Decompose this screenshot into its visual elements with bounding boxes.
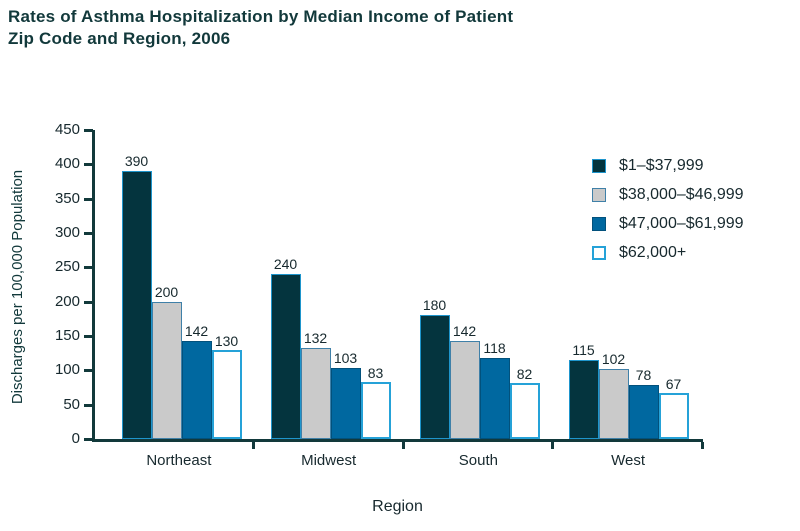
chart-title xyxy=(8,6,513,50)
bar xyxy=(331,350,361,439)
bar-value-label: 130 xyxy=(214,333,239,349)
y-tick-mark xyxy=(84,404,93,407)
x-category-label: West xyxy=(611,452,646,469)
x-tick-mark xyxy=(252,442,255,449)
legend-item xyxy=(592,151,744,180)
x-category-label: Northeast xyxy=(146,452,212,469)
bar xyxy=(212,333,242,439)
legend-swatch-income-2 xyxy=(592,188,606,202)
y-tick-mark xyxy=(84,301,93,304)
bar-value-label: 67 xyxy=(665,376,682,392)
x-category-label: South xyxy=(458,452,498,469)
legend-label: $47,000–$61,999 xyxy=(619,214,744,232)
legend xyxy=(592,151,744,267)
bar xyxy=(271,256,301,439)
bar xyxy=(599,351,629,439)
bar xyxy=(361,365,391,439)
y-axis-title: Discharges per 100,000 Population xyxy=(9,169,26,405)
bar-value-label: 102 xyxy=(601,351,626,367)
x-tick-mark xyxy=(402,442,405,449)
legend-label: $62,000+ xyxy=(619,243,687,261)
bar-group-south xyxy=(405,130,554,439)
y-tick-label: 400 xyxy=(54,155,80,173)
bar xyxy=(152,284,182,439)
chart-title-line1: Rates of Asthma Hospitalization by Median Income of Patient xyxy=(8,7,514,26)
y-tick-label: 200 xyxy=(54,292,80,310)
x-tick-mark xyxy=(701,442,704,449)
bar xyxy=(301,330,331,439)
bar xyxy=(450,323,480,439)
y-tick-mark xyxy=(84,335,93,338)
bar-group-northeast xyxy=(107,130,256,439)
bar-value-label: 78 xyxy=(635,367,652,383)
bar xyxy=(569,342,599,439)
legend-label: $38,000–$46,999 xyxy=(619,185,744,203)
legend-item xyxy=(592,209,744,238)
y-tick-label: 300 xyxy=(54,224,80,241)
chart-title-line2: Zip Code and Region, 2006 xyxy=(8,29,231,48)
y-tick-mark xyxy=(84,163,93,166)
y-tick-label: 350 xyxy=(54,189,80,207)
bar xyxy=(182,323,212,439)
bar-value-label: 142 xyxy=(184,323,209,339)
bar-value-label: 83 xyxy=(367,365,384,381)
bar-value-label: 200 xyxy=(154,284,179,300)
y-tick-label: 150 xyxy=(54,327,80,344)
legend-item xyxy=(592,238,744,267)
bar-value-label: 103 xyxy=(333,350,358,366)
bar xyxy=(510,366,540,439)
bar xyxy=(659,376,689,439)
y-tick-label: 450 xyxy=(54,121,80,138)
x-category-label: Midwest xyxy=(301,452,357,469)
legend-item xyxy=(592,180,744,209)
y-tick-label: 100 xyxy=(54,361,80,379)
y-tick-label: 50 xyxy=(63,395,80,413)
x-category-labels xyxy=(104,452,703,469)
bar xyxy=(480,340,510,439)
bar-group-midwest xyxy=(256,130,405,439)
x-axis-title: Region xyxy=(372,498,423,515)
y-tick-mark xyxy=(84,232,93,235)
y-tick-mark xyxy=(84,198,93,201)
x-tick-mark xyxy=(551,442,554,449)
legend-swatch-income-1 xyxy=(592,159,606,173)
bar-value-label: 180 xyxy=(422,297,447,313)
bar-value-label: 115 xyxy=(572,342,595,358)
bar-value-label: 82 xyxy=(516,366,533,382)
y-tick-mark xyxy=(84,266,93,269)
y-tick-mark xyxy=(84,369,93,372)
bar-value-label: 118 xyxy=(483,340,506,356)
y-tick-mark xyxy=(84,129,93,132)
bar-value-label: 132 xyxy=(303,330,328,346)
legend-swatch-income-3 xyxy=(592,217,606,231)
y-tick-label: 0 xyxy=(71,430,80,447)
bar-value-label: 390 xyxy=(124,153,149,169)
bar xyxy=(420,297,450,439)
legend-swatch-income-4 xyxy=(592,246,606,260)
bar-value-label: 142 xyxy=(452,323,477,339)
bar xyxy=(629,367,659,439)
y-tick-mark xyxy=(84,438,93,441)
legend-label: $1–$37,999 xyxy=(619,156,704,174)
bar-value-label: 240 xyxy=(273,256,298,272)
y-tick-label: 250 xyxy=(54,258,80,276)
bar xyxy=(122,153,152,439)
